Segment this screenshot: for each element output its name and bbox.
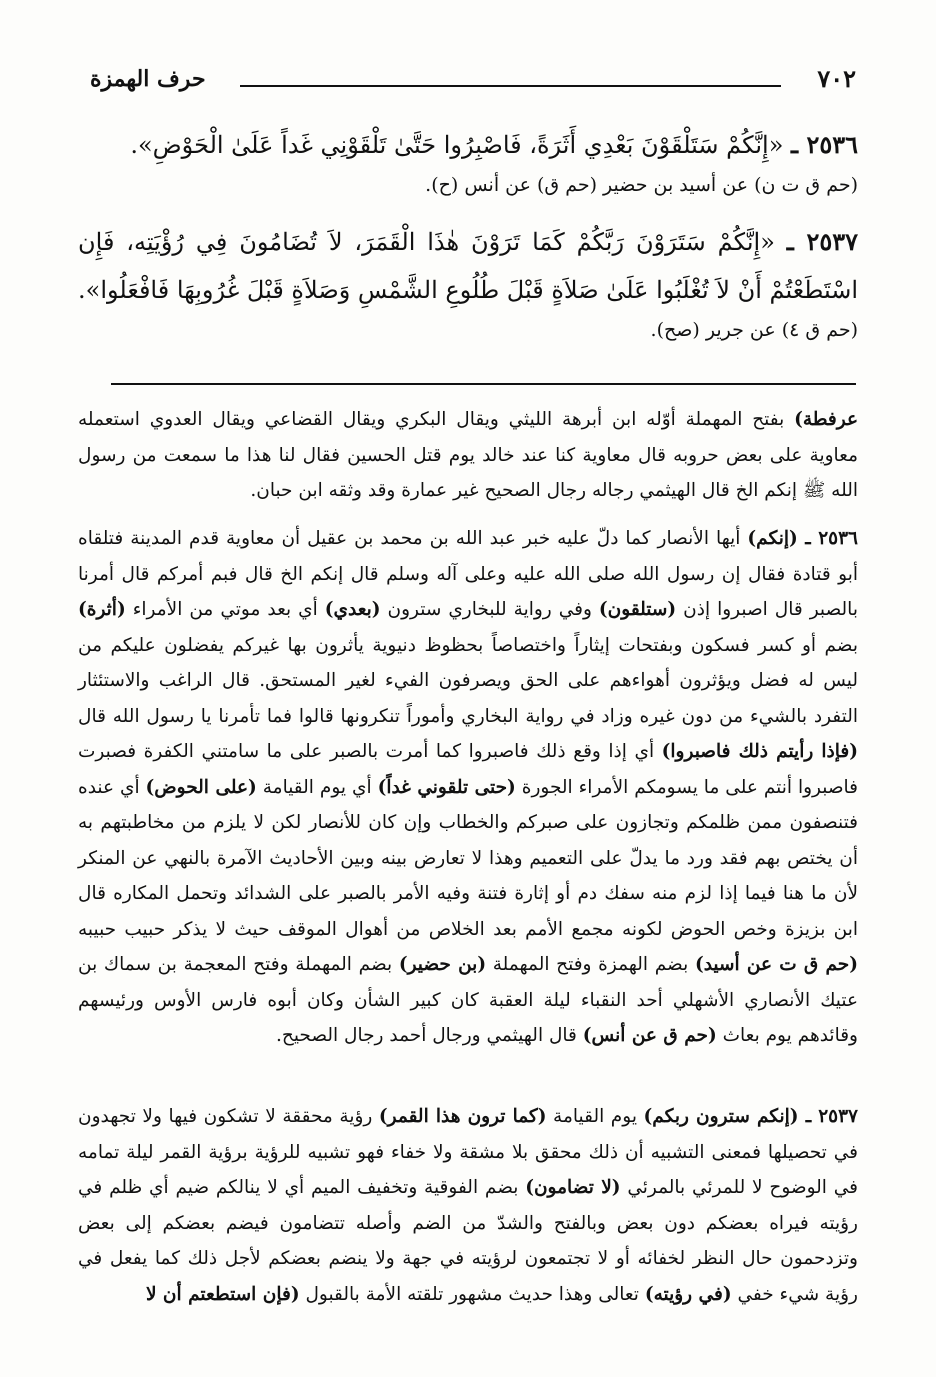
commentary-lemma: (بن حضير) <box>398 954 487 975</box>
commentary-lemma: ٢٥٣٧ ـ (إنكم سترون ربكم) <box>643 1106 858 1127</box>
hadith-2537-text <box>78 218 858 314</box>
commentary-text: بضم الهمزة وفتح المهملة <box>486 954 695 975</box>
commentary-text: أي يوم القيامة <box>256 776 378 798</box>
commentary-lemma: (حم ق عن أنس) <box>582 1025 717 1046</box>
commentary-lemma: (على الحوض) <box>145 776 257 798</box>
commentary-text: أي إذا وقع ذلك فاصبروا كما أمرت بالصبر على ما سامتني الكفرة فصبرت فاصبروا أنتم على ما يسومكم الأمراء الجورة <box>78 741 859 798</box>
commentary-continued <box>78 402 858 509</box>
hadith-2536-text <box>78 121 858 169</box>
page-number: ٧٠٢ <box>817 64 856 93</box>
commentary-text: وفي رواية للبخاري سترون <box>380 599 599 620</box>
commentary-text: بفتح المهملة أوّله ابن أبرهة الليثي ويقال البكري ويقال القضاعي ويقال العدوي استعمله معاوية على بعض حروبه قال معاوية كنا عند خالد يوم قتل الحسين فقال لنا هذا ما سمعت من رسول الله ﷺ إنكم الخ قال الهيثمي رجاله رجال الصحيح غير عمارة وقد وثقه ابن حبان. <box>78 409 858 501</box>
commentary-lemma: (بعدي) <box>324 599 381 620</box>
commentary-lemma: (لا تضامون) <box>525 1177 621 1198</box>
commentary-lemma: (حتى تلقوني غداً) <box>377 776 516 798</box>
commentary-lemma: عرفطة) <box>794 409 858 430</box>
commentary-text: رؤية محققة لا تشكون فيها ولا تجهدون في تحصيلها فمعنى التشبيه أن ذلك محقق بلا مشقة ولا خفاء فهو تشبيه للرؤية برؤية القمر ليلة تمامه في الوضوح لا للمرئي بالمرئي <box>78 1106 859 1198</box>
hadith-2536 <box>78 121 858 199</box>
hadith-number: ٢٥٣٧ ـ <box>786 227 858 256</box>
hadith-source: (حم ق ٤) عن جرير (صح). <box>650 319 858 341</box>
page-header <box>90 60 856 100</box>
commentary-text: أيها الأنصار كما دلّ عليه خبر عبد الله بن محمد بن عقيل أن معاوية قدم المدينة فتلقاه أبو قتادة فقال إن رسول الله صلى الله عليه وعلى آله وسلم قال إنكم الخ قال فبم أمركم قال أمرنا بالصبر قال اصبروا إذن <box>78 528 858 620</box>
hadith-matn: «إِنَّكُمْ سَتَلْقَوْنَ بَعْدِي أَثَرَةً، فَاصْبِرُوا حَتَّىٰ تَلْقَوْنِي غَداً عَلَىٰ الْحَوْضِ». <box>130 131 784 159</box>
hadith-matn: «إِنَّكُمْ سَتَرَوْنَ رَبَّكُمْ كَمَا تَرَوْنَ هٰذَا الْقَمَرَ، لاَ تُضَامُونَ فِي رُؤْيَتِه، فَإِن اسْتَطَعْتُمْ أَنْ لاَ تُغْلَبُوا عَلَىٰ صَلاَةٍ قَبْلَ طُلُوعِ الشَّمْسِ وَصَلاَةٍ قَبْلَ غُرُوبِهَا فَافْعَلُوا». <box>78 228 858 304</box>
commentary-text: بضم المهملة وفتح المعجمة بن سماك بن عتيك الأنصاري الأشهلي أحد النقباء ليلة العقبة كان كبير الشأن وكان أبوه فارس الأوس ورئيسهم وقائدهم يوم بعاث <box>78 954 858 1046</box>
commentary-text: تعالى وهذا حديث مشهور تلقته الأمة بالقبول <box>299 1283 645 1305</box>
commentary-lemma: ٢٥٣٦ ـ (إنكم) <box>747 528 858 549</box>
commentary-text: أي عنده فتنصفون ممن ظلمكم وتجازون على صبركم والخطاب وإن كان للأنصار لكن لا يلزم من مخاطبتهم به أن يختص بهم فقد ورد ما يدلّ على التعميم وهذا لا تعارض بينه وبين الأحاديث الآمرة بالنهي عن المنكر لأن ما هنا فيما إذا لزم منه سفك دم أو إثارة فتنة وفيه الأمر بالصبر على الشدائد وتحمل المكاره قال ابن بزيزة وخص الحوض لكونه مجمع الأمم بعد الخلاص من أهوال الموقف حيث لا يذكر حبيب حبيبه <box>78 776 858 940</box>
commentary-2537 <box>78 1099 858 1312</box>
commentary-lemma: (فإن استطعتم أن لا <box>145 1283 300 1305</box>
commentary-lemma: (ستلقون) <box>598 599 677 620</box>
commentary-lemma: (أثرة) <box>78 599 126 620</box>
commentary-lemma: (كما ترون هذا القمر) <box>378 1106 547 1127</box>
commentary-lemma: (في رؤيته) <box>644 1283 732 1305</box>
commentary-text: بضم الفوقية وتخفيف الميم أي لا ينالكم ضيم أي ظلم في رؤيته فيراه بعضكم دون بعض وبالفتح والشدّ من الضم وأصله تتضامون فيضم بعضكم إلى بعض وتزدحمون حال النظر لخفائه أو لا تجتمعون لرؤيته في جهة ولا ينضم بعضكم لأجل ذلك كما يفعل في رؤية شيء خفي <box>78 1177 858 1305</box>
hadith-number: ٢٥٣٦ ـ <box>791 130 858 159</box>
commentary-lemma: (حم ق ت عن أسيد) <box>694 954 858 975</box>
running-title: حرف الهمزة <box>90 66 206 92</box>
commentary-text: قال الهيثمي ورجال أحمد رجال الصحيح. <box>276 1025 583 1046</box>
commentary-text: أي بعد موتي من الأمراء <box>125 599 325 620</box>
hadith-2537 <box>78 218 858 344</box>
commentary-text: يوم القيامة <box>546 1106 644 1127</box>
commentary-lemma: (فإذا رأيتم ذلك فاصبروا) <box>661 741 858 762</box>
header-rule <box>240 85 781 87</box>
commentary-text: بضم أو كسر فسكون وبفتحات إيثاراً واختصاصاً بحظوظ دنيوية يأثرون بها غيركم يفضلون عليكم من ليس له فضل ويؤثرون أهواءهم على الحق ويصرفون الفيء لغير المستحق. قال الراغب والاستئثار التفرد بالشيء من دون غيره وزاد في رواية البخاري وأموراً تنكرونها قالوا فما تأمرنا يا رسول الله قال <box>78 634 858 727</box>
commentary-2536 <box>78 521 858 1054</box>
footnote-separator <box>111 383 856 385</box>
hadith-source: (حم ق ت ن) عن أسيد بن حضير (حم ق) عن أنس (ح). <box>425 174 858 196</box>
